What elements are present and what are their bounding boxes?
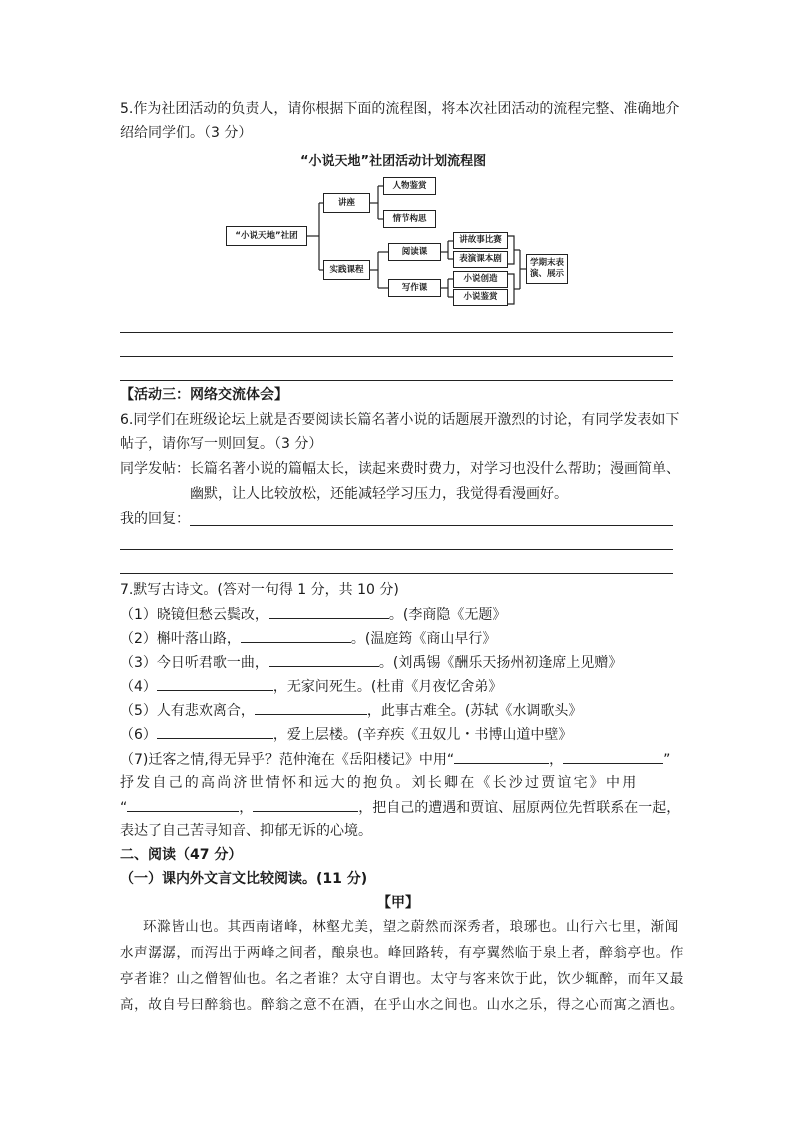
q7-item-7-quote: ” [663,752,671,768]
q7-item-1-pre: （1）晓镜但愁云鬓改， [120,607,269,623]
flowchart-final-box: 学期末表演、展示 [526,254,568,284]
q7-item-7-text: （7)迁客之情,得无异乎？范仲淹在《岳阳楼记》中用“ [120,752,455,768]
q7-item-3-post: 。(刘禹锡《酬乐天扬州初逢席上见赠》 [378,655,623,671]
flowchart-title: “小说天地”社团活动计划流程图 [300,154,487,169]
q7-item-6-post: ，爱上层楼。(辛弃疾《丑奴儿・书博山道中壁》 [272,727,573,743]
q6-line-1: 6.同学们在班级论坛上就是否要阅读长篇名著小说的话题展开激烈的讨论，有同学发表如下 [120,412,680,428]
section2-sub1: （一）课内外文言文比较阅读。(11 分) [120,871,368,887]
section2-heading: 二、阅读（47 分） [120,847,243,863]
reply-line[interactable] [120,573,673,574]
q7-item-1-post: 。(李商隐《无题》 [388,607,507,623]
q7-item-3 [120,652,622,673]
q7-item-7-line-2: 抒发自己的高尚济世情怀和远大的抱负。刘长卿在《长沙过贾谊宅》中用 [120,775,639,791]
q7-item-1 [120,604,506,625]
flowchart-practice-box: 实践课程 [323,260,370,280]
flowchart-reading-box: 阅读课 [388,243,441,261]
fill-blank[interactable] [269,652,379,667]
q7-item-7-line-3 [120,797,680,818]
q7-item-7-open-quote: “ [120,800,128,816]
q7-item-7-comma-2: ， [239,800,254,816]
fill-blank[interactable] [241,628,351,643]
q7-item-4-pre: （4） [120,679,157,695]
q6-post-line-2: 幽默，让人比较放松，还能减轻学习压力，我觉得看漫画好。 [190,486,568,502]
fill-blank[interactable] [127,797,239,812]
q7-item-3-pre: （3）今日听君歌一曲， [120,655,269,671]
q6-reply-label: 我的回复： [120,511,190,527]
flowchart-writing-item-1: 小说创造 [453,271,508,288]
fill-blank[interactable] [255,700,367,715]
flowchart-writing-item-2: 小说鉴赏 [453,289,508,306]
q6-post-label: 同学发帖： [120,461,190,477]
fill-blank[interactable] [269,604,389,619]
passage-line-3: 亭者谁？山之僧智仙也。名之者谁？太守自谓也。太守与客来饮于此，饮少辄醉，而年又最 [120,971,684,987]
flowchart-reading-item-1: 讲故事比赛 [453,232,508,249]
q7-item-2-pre: （2）槲叶落山路， [120,631,241,647]
passage-line-1: 环滁皆山也。其西南诸峰，林壑尤美，望之蔚然而深秀者，琅琊也。山行六七里，渐闻 [143,919,679,935]
answer-line [120,356,673,357]
q7-item-4 [120,676,502,697]
q7-item-2 [120,628,496,649]
flowchart-lecture-box: 讲座 [323,193,370,213]
q5-line-1: 5.作为社团活动的负责人，请你根据下面的流程图，将本次社团活动的流程完整、准确地介 [120,101,680,117]
q7-item-6 [120,724,572,745]
q7-item-5-pre: （5）人有悲欢离合， [120,703,255,719]
flowchart-lecture-item-2: 情节构思 [383,210,436,228]
reply-line[interactable] [190,525,673,526]
flowchart-writing-box: 写作课 [388,279,441,297]
q7-item-6-pre: （6） [120,727,157,743]
q7-item-4-post: ，无家问死生。(杜甫《月夜忆舍弟》 [272,679,503,695]
q7-item-7-line-4: 表达了自己苦寻知音、抑郁无诉的心境。 [120,823,372,839]
fill-blank[interactable] [563,749,663,764]
q6-post-line-1: 长篇名著小说的篇幅太长，读起来费时费力，对学习也没什么帮助；漫画简单、 [190,461,680,477]
q7-item-7-text-2: ，把自己的遭遇和贾谊、屈原两位先哲联系在一起， [358,800,681,816]
fill-blank[interactable] [157,676,273,691]
q5-line-2: 绍给同学们。（3 分） [120,125,253,141]
fill-blank[interactable] [253,797,358,812]
flowchart-reading-item-2: 表演课本剧 [453,251,508,268]
q7-item-2-post: 。(温庭筠《商山早行》 [350,631,497,647]
q7-item-7-line-1 [120,749,670,770]
flowchart-root-box: “小说天地”社团 [226,226,307,246]
answer-line [120,332,673,333]
fill-blank[interactable] [454,749,549,764]
activity3-heading: 【活动三：网络交流体会】 [120,387,288,403]
flowchart-connectors [0,0,794,320]
answer-line [120,380,673,381]
reply-line[interactable] [120,549,673,550]
passage-jia-label: 【甲】 [377,895,419,911]
passage-line-4: 高，故自号曰醉翁也。醉翁之意不在酒，在乎山水之间也。山水之乐，得之心而寓之酒也。 [120,997,684,1013]
passage-line-2: 水声潺潺，而泻出于两峰之间者，酿泉也。峰回路转，有亭翼然临于泉上者，醉翁亭也。作 [120,945,684,961]
flowchart-lecture-item-1: 人物鉴赏 [383,177,436,195]
q7-item-5-post: ，此事古难全。(苏轼《水调歌头》 [366,703,583,719]
fill-blank[interactable] [157,724,273,739]
q6-line-2: 帖子，请你写一则回复。（3 分） [120,436,323,452]
q7-item-5 [120,700,582,721]
q7-item-7-comma: ， [549,752,564,768]
q7-intro: 7.默写古诗文。(答对一句得 1 分，共 10 分) [120,582,399,598]
